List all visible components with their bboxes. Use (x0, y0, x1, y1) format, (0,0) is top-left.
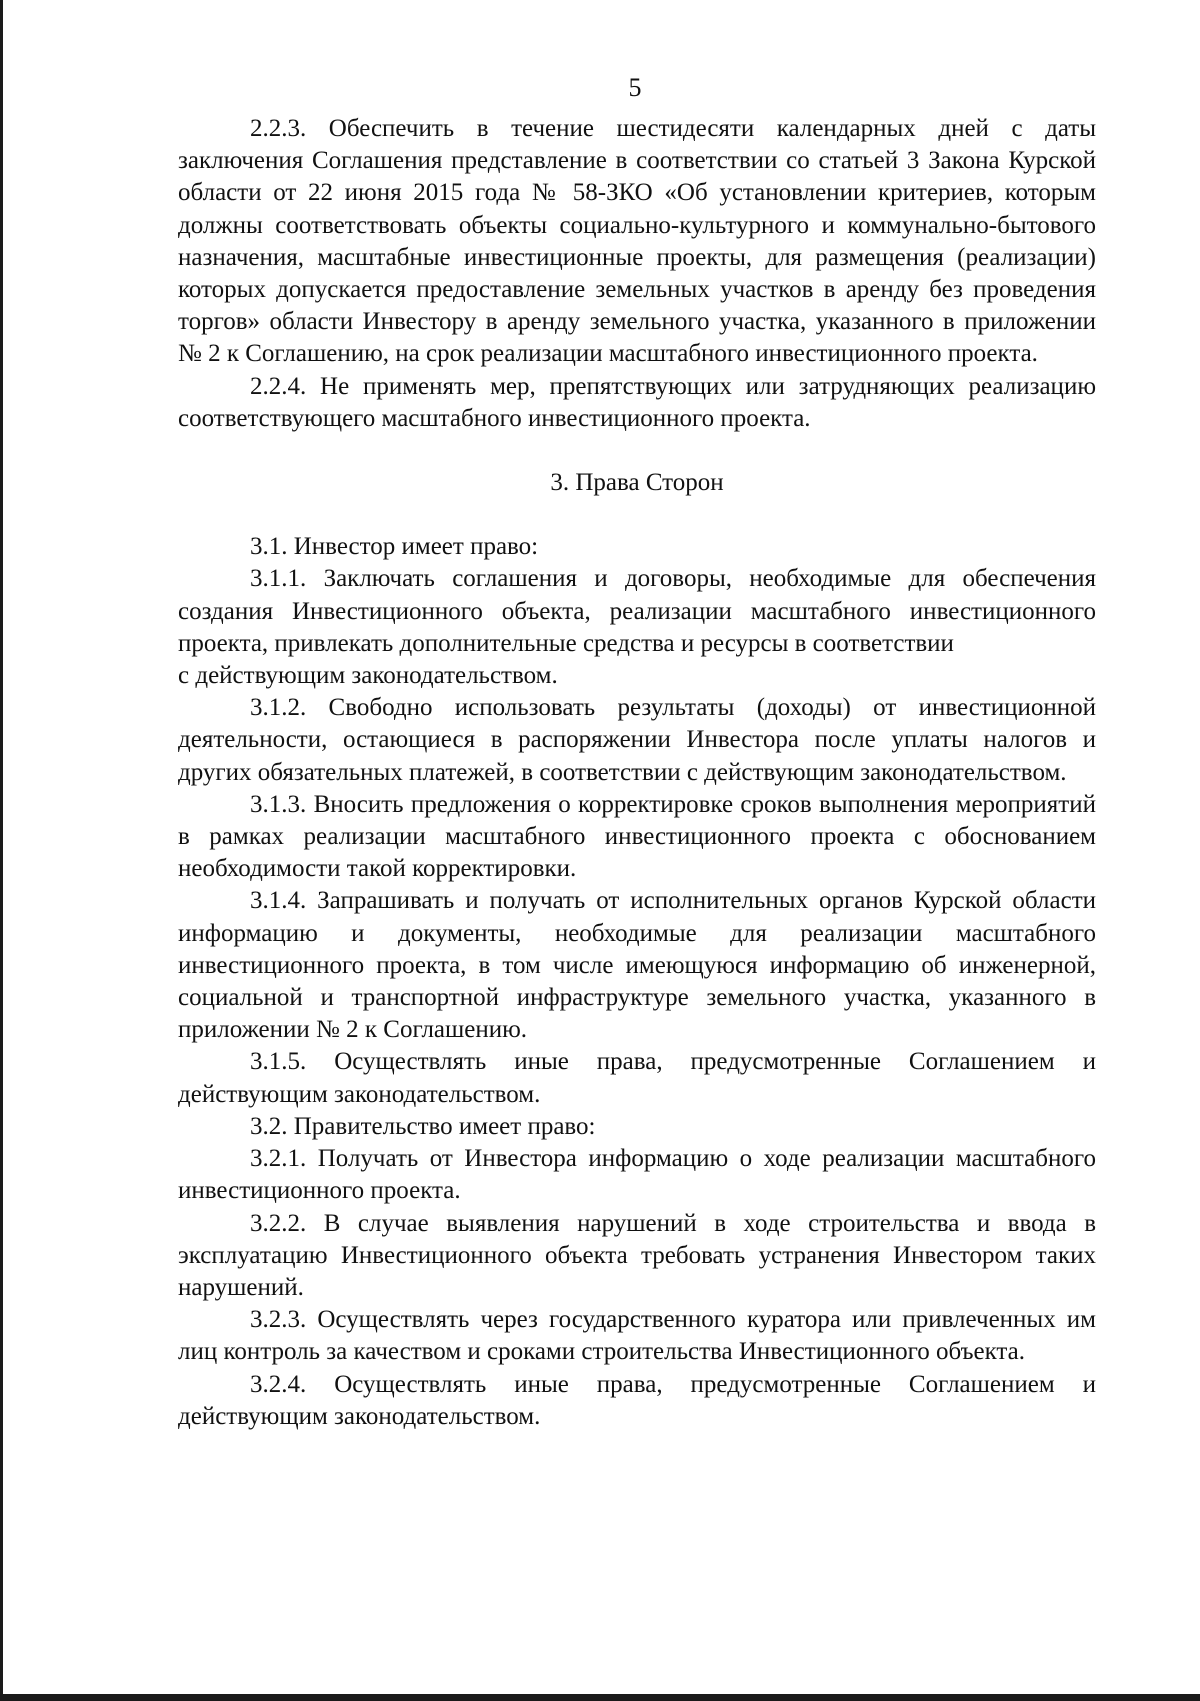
paragraph-2-2-3: 2.2.3. Обеспечить в течение шестидесяти календарных дней с даты заключения Соглашения представление в соответствии со статьей 3 Закона Курской области от 22 июня 2015 года № 58-ЗКО «Об установлении критериев, которым должны соответствовать объекты социально-культурного и коммунально-бытового назначения, масштабные инвестиционные проекты, для размещения (реализации) которых допускается предоставление земельных участков в аренду без проведения торгов» области Инвестору в аренду земельного участка, указанного в приложении № 2 к Соглашению, на срок реализации масштабного инвестиционного проекта. (178, 115, 1096, 368)
paragraph-3-2: 3.2. Правительство имеет право: (250, 1112, 596, 1140)
paragraph-3-2-1: 3.2.1. Получать от Инвестора информацию о ходе реализации масштабного инвестиционного проекта. (178, 1145, 1096, 1205)
paragraph-3-1-5: 3.1.5. Осуществлять иные права, предусмотренные Соглашением и действующим законодательством. (178, 1048, 1096, 1108)
paragraph-3-1-3: 3.1.3. Вносить предложения о корректировке сроков выполнения мероприятий в рамках реализации масштабного инвестиционного проекта с обоснованием необходимости такой корректировки. (178, 790, 1096, 883)
paragraph-3-2-3: 3.2.3. Осуществлять через государственного куратора или привлеченных им лиц контроль за качеством и сроками строительства Инвестиционного объекта. (178, 1306, 1096, 1366)
paragraph-3-1-1-continued: с действующим законодательством. (178, 662, 558, 690)
paragraph-3-1-4: 3.1.4. Запрашивать и получать от исполнительных органов Курской области информацию и документы, необходимые для реализации масштабного инвестиционного проекта, в том числе имеющуюся информацию об инженерной, социальной и транспортной инфраструктуре земельного участка, указанного в приложении № 2 к Соглашению. (178, 887, 1096, 1044)
paragraph-3-2-2: 3.2.2. В случае выявления нарушений в ходе строительства и ввода в эксплуатацию Инвестиционного объекта требовать устранения Инвестором таких нарушений. (178, 1209, 1096, 1301)
scan-edge-left (0, 0, 3, 1701)
paragraph-3-1-1: 3.1.1. Заключать соглашения и договоры, необходимые для обеспечения создания Инвестиционного объекта, реализации масштабного инвестиционного проекта, привлекать дополнительные средства и ресурсы в соответствии (178, 565, 1096, 657)
paragraph-2-2-4: 2.2.4. Не применять мер, препятствующих или затрудняющих реализацию соответствующего масштабного инвестиционного проекта. (178, 372, 1096, 432)
paragraph-3-2-4: 3.2.4. Осуществлять иные права, предусмотренные Соглашением и действующим законодательством. (178, 1370, 1096, 1430)
paragraph-3-1: 3.1. Инвестор имеет право: (250, 533, 539, 561)
page-number: 5 (628, 73, 642, 102)
scan-edge-bottom (0, 1694, 1200, 1701)
paragraph-3-1-2: 3.1.2. Свободно использовать результаты (доходы) от инвестиционной деятельности, остающиеся в распоряжении Инвестора после уплаты налогов и других обязательных платежей, в соответствии с действующим законодательством. (178, 694, 1096, 786)
document-body (178, 113, 1096, 1433)
section-heading-3: 3. Права Сторон (550, 469, 724, 497)
